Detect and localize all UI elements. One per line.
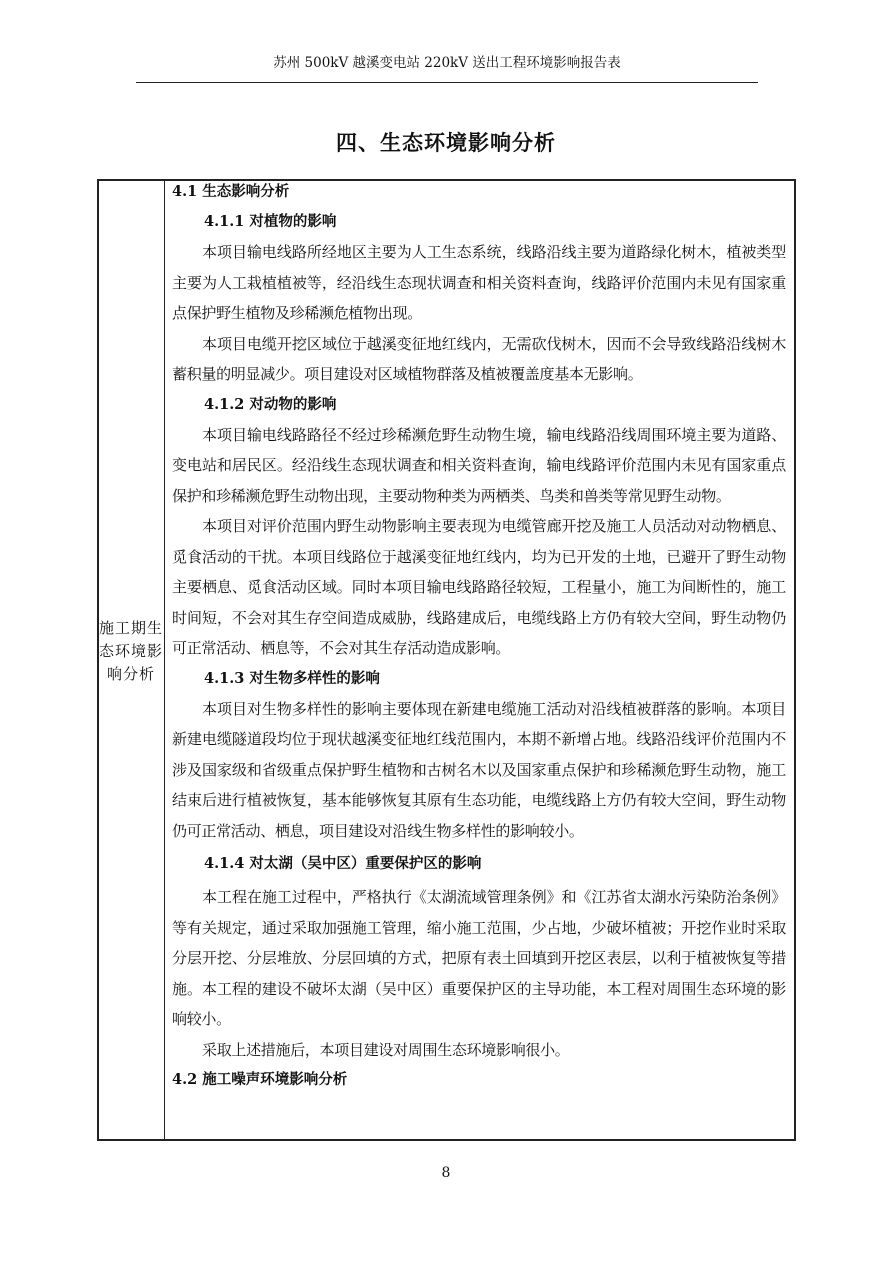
paragraph: 本项目电缆开挖区域位于越溪变征地红线内，无需砍伐树木，因而不会导致线路沿线树木蓄积量的明显减少。项目建设对区域植物群落及植被覆盖度基本无影响。 [172, 334, 786, 383]
paragraph: 采取上述措施后，本项目建设对周围生态环境影响很小。 [202, 1040, 570, 1059]
header-divider [136, 82, 758, 83]
paragraph: 本项目输电线路路径不经过珍稀濒危野生动物生境，输电线路沿线周围环境主要为道路、变电站和居民区。经沿线生态现状调查和相关资料查询，输电线路评价范围内未见有国家重点保护和珍稀濒危野生动物出现，主要动物种类为两栖类、鸟类和兽类等常见野生动物。 [172, 425, 786, 505]
section-heading-4-1: 4.1 生态影响分析 [172, 183, 290, 200]
page-title: 四、生态环境影响分析 [336, 131, 556, 155]
table-column-divider [164, 179, 165, 1139]
section-heading-4-1-4: 4.1.4 对太湖（吴中区）重要保护区的影响 [204, 855, 482, 872]
paragraph: 本项目输电线路所经地区主要为人工生态系统，线路沿线主要为道路绿化树木，植被类型主要为人工栽植植被等，经沿线生态现状调查和相关资料查询，线路评价范围内未见有国家重点保护野生植物及珍稀濒危植物出现。 [172, 243, 786, 322]
row-label: 施工期生态环境影响分析 [99, 619, 164, 683]
paragraph: 本项目对评价范围内野生动物影响主要表现为电缆管廊开挖及施工人员活动对动物栖息、觅食活动的干扰。本项目线路位于越溪变征地红线内，均为已开发的土地，已避开了野生动物主要栖息、觅食活动区域。同时本项目输电线路路径较短，工程量小，施工为间断性的，施工时间短，不会对其生存空间造成威胁，线路建成后，电缆线路上方仍有较大空间，野生动物仍可正常活动、栖息等，不会对其生存活动造成影响。 [172, 517, 786, 657]
table-content-cell [172, 179, 786, 1095]
paragraph: 本工程在施工过程中，严格执行《太湖流域管理条例》和《江苏省太湖水污染防治条例》等有关规定，通过采取加强施工管理，缩小施工范围，少占地，少破坏植被；开挖作业时采取分层开挖、分层堆放、分层回填的方式，把原有表土回填到开挖区表层，以利于植被恢复等措施。本工程的建设不破坏太湖（吴中区）重要保护区的主导功能，本工程对周围生态环境的影响较小。 [172, 888, 786, 1028]
running-header: 苏州 500kV 越溪变电站 220kV 送出工程环境影响报告表 [273, 55, 621, 71]
paragraph: 本项目对生物多样性的影响主要体现在新建电缆施工活动对沿线植被群落的影响。本项目新建电缆隧道段均位于现状越溪变征地红线范围内，本期不新增占地。线路沿线评价范围内不涉及国家级和省级重点保护野生植物和古树名木以及国家重点保护和珍稀濒危野生动物，施工结束后进行植被恢复，基本能够恢复其原有生态功能，电缆线路上方仍有较大空间，野生动物仍可正常活动、栖息，项目建设对沿线生物多样性的影响较小。 [172, 699, 786, 840]
section-heading-4-1-1: 4.1.1 对植物的影响 [204, 213, 337, 230]
section-heading-4-2: 4.2 施工噪声环境影响分析 [172, 1071, 348, 1088]
section-heading-4-1-2: 4.1.2 对动物的影响 [204, 395, 337, 413]
page-number: 8 [441, 1165, 451, 1181]
section-heading-4-1-3: 4.1.3 对生物多样性的影响 [204, 669, 380, 687]
